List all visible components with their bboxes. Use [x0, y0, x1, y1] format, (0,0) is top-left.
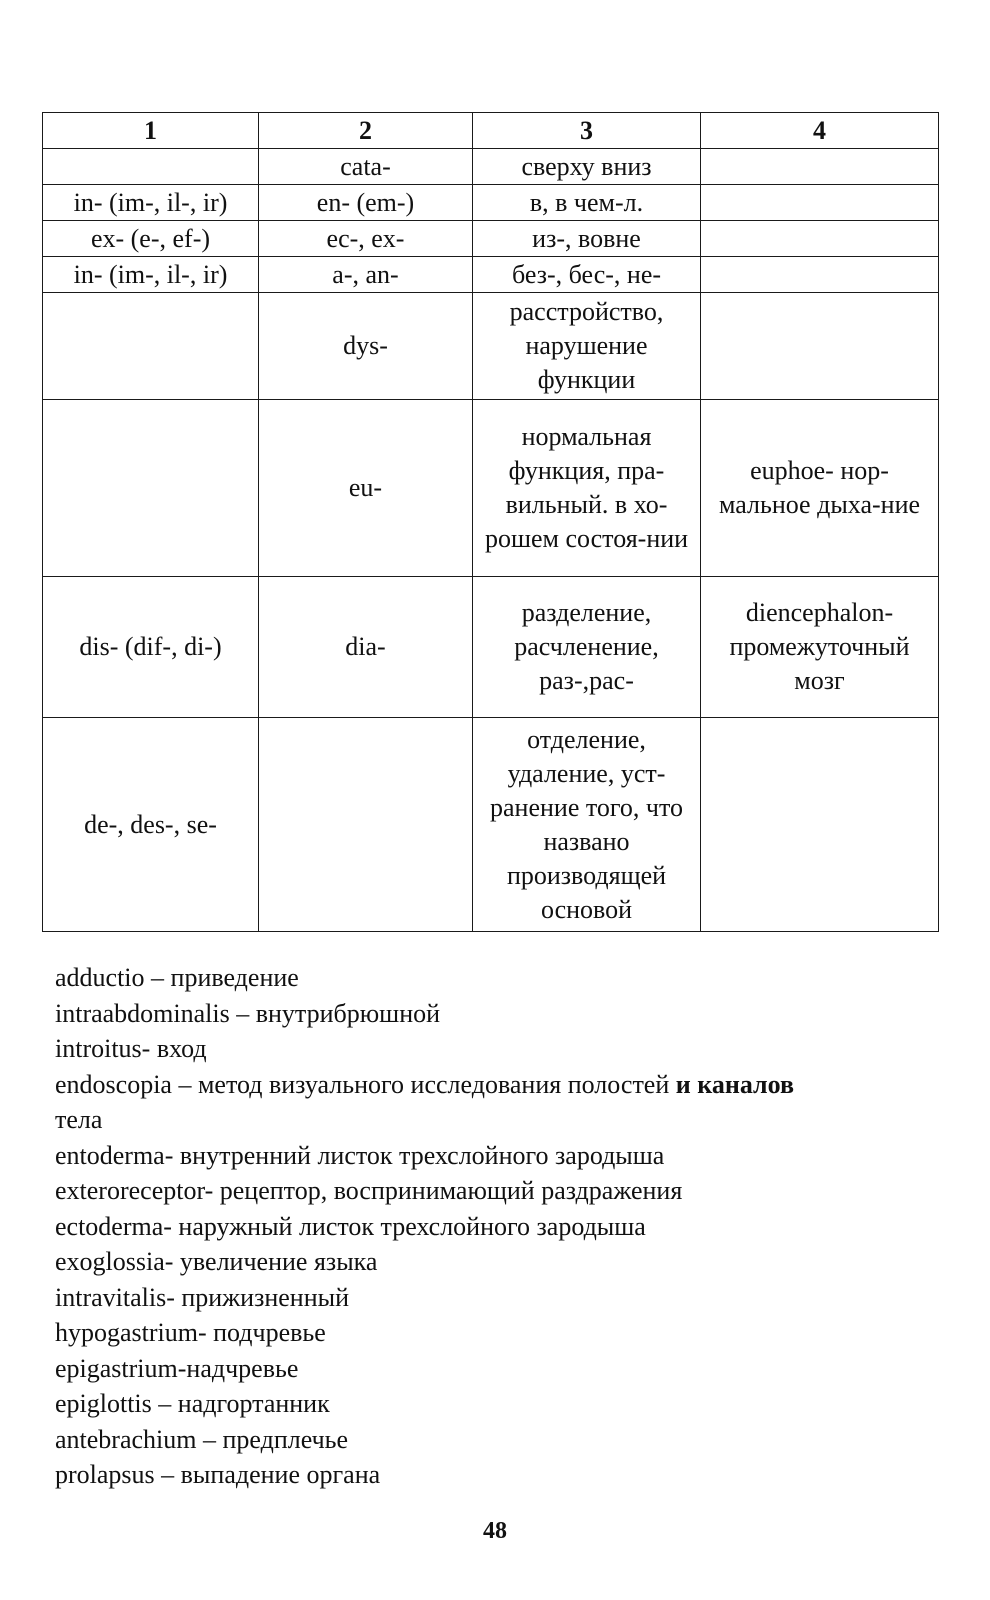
- glossary-entry: antebrachium – предплечье: [55, 1424, 349, 1454]
- glossary-entry-continuation: тела: [55, 1105, 103, 1134]
- table-cell: in- (im-, il-, ir): [43, 257, 259, 293]
- table-cell: [701, 718, 939, 932]
- table-row: [43, 185, 939, 221]
- table-cell: in- (im-, il-, ir): [43, 185, 259, 221]
- prefix-table: [42, 112, 939, 932]
- table-cell: расстройство, нарушение функции: [473, 293, 701, 400]
- table-cell: нормальная функция, пра-вильный. в хо-рошем состоя-нии: [473, 400, 701, 577]
- table-cell: en- (em-): [259, 185, 473, 221]
- table-header-row: [43, 113, 939, 149]
- table-cell: отделение, удаление, уст-ранение того, что названо производящей основой: [473, 718, 701, 932]
- table-cell: diencephalon-промежуточный мозг: [701, 577, 939, 718]
- glossary-entry-bold-text: и каналов: [675, 1069, 795, 1099]
- table-cell: [43, 293, 259, 400]
- table-cell: [701, 185, 939, 221]
- glossary-entry-text: endoscopia – метод визуального исследования полостей: [55, 1069, 676, 1099]
- table-cell: [259, 718, 473, 932]
- glossary-entry: exteroreceptor- рецептор, воспринимающий раздражения: [55, 1176, 683, 1205]
- glossary-entry: exoglossia- увеличение языка: [55, 1247, 378, 1276]
- table-cell: сверху вниз: [473, 149, 701, 185]
- glossary-entry: adductio – приведение: [55, 963, 299, 992]
- header-col-4: 4: [701, 113, 939, 149]
- table-cell: [43, 149, 259, 185]
- table-cell: de-, des-, se-: [43, 718, 259, 932]
- table-row: [43, 221, 939, 257]
- glossary-list: [55, 960, 945, 1493]
- glossary-entry: epigastrium-надчревье: [55, 1353, 299, 1383]
- table-cell: [43, 400, 259, 577]
- table-cell: euphoe- нор-мальное дыха-ние: [701, 400, 939, 577]
- glossary-entry: introitus- вход: [55, 1034, 207, 1063]
- table-cell: [701, 149, 939, 185]
- table-row: [43, 718, 939, 932]
- table-row: [43, 149, 939, 185]
- header-col-1: 1: [43, 113, 259, 149]
- table-cell: в, в чем-л.: [473, 185, 701, 221]
- table-cell: dia-: [259, 577, 473, 718]
- table-cell: a-, an-: [259, 257, 473, 293]
- glossary-entry: epiglottis – надгортанник: [55, 1389, 330, 1418]
- glossary-entry: intraabdominalis – внутрибрюшной: [55, 998, 441, 1028]
- table-row: [43, 257, 939, 293]
- table-cell: [701, 257, 939, 293]
- table-cell: eu-: [259, 400, 473, 577]
- glossary-entry: [55, 1067, 945, 1103]
- table-cell: ec-, ex-: [259, 221, 473, 257]
- glossary-entry: intravitalis- прижизненный: [55, 1282, 349, 1312]
- table-row: [43, 577, 939, 718]
- table-cell: разделение, расчленение, раз-,рас-: [473, 577, 701, 718]
- table-cell: ex- (e-, ef-): [43, 221, 259, 257]
- glossary-entry: hypogastrium- подчревье: [55, 1318, 326, 1347]
- table-cell: без-, бес-, не-: [473, 257, 701, 293]
- table-cell: dis- (dif-, di-): [43, 577, 259, 718]
- table-row: [43, 293, 939, 400]
- table-row: [43, 400, 939, 577]
- header-col-2: 2: [259, 113, 473, 149]
- glossary-entry: ectoderma- наружный листок трехслойного зародыша: [55, 1211, 646, 1241]
- glossary-entry: prolapsus – выпадение органа: [55, 1460, 381, 1489]
- table-cell: [701, 293, 939, 400]
- table-cell: [701, 221, 939, 257]
- glossary-entry: entoderma- внутренний листок трехслойного зародыша: [55, 1140, 665, 1170]
- table-cell: из-, вовне: [473, 221, 701, 257]
- table-cell: dys-: [259, 293, 473, 400]
- page-number: 48: [483, 1518, 507, 1544]
- table-cell: cata-: [259, 149, 473, 185]
- header-col-3: 3: [473, 113, 701, 149]
